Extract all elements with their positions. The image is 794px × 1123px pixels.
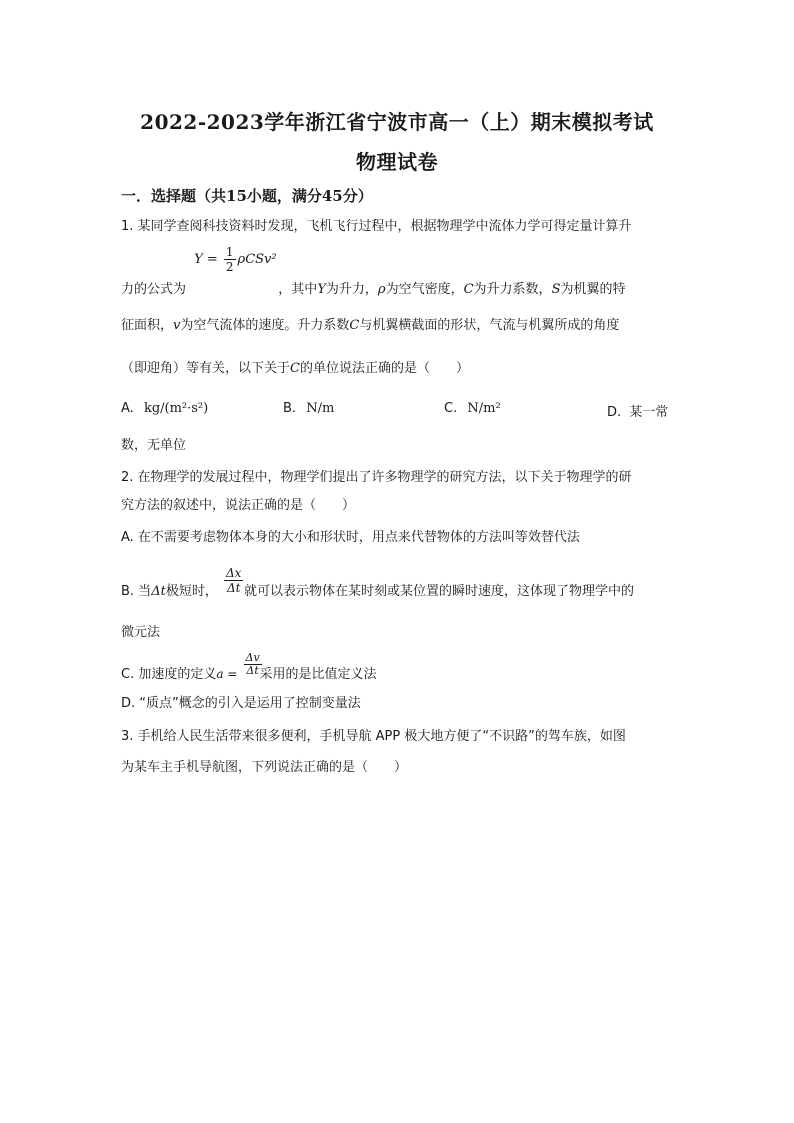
q1-text: （即迎角）等有关，以下关于 [121, 361, 291, 376]
var-v: v [173, 318, 181, 333]
q2-option-d: D. “质点”概念的引入是运用了控制变量法 [121, 696, 361, 711]
q1-text: 为空气流体的速度。升力系数 [180, 318, 350, 333]
q1-text: 为机翼的特 [560, 282, 626, 297]
var-s: S [551, 282, 561, 297]
formula-rhs: ρCSv² [237, 252, 277, 267]
formula-lhs: Y = [194, 252, 218, 267]
option-value: N/m² [467, 401, 501, 416]
var-delta-t: Δt [151, 584, 166, 599]
option-label: D. [607, 405, 622, 420]
section-heading: 一．选择题（共15小题，满分45分） [121, 187, 373, 205]
formula-lhs: a = [216, 667, 238, 681]
formula-fraction [224, 245, 236, 274]
lift-formula [190, 245, 277, 293]
option-value: kg/(m²·s²) [143, 401, 209, 416]
option-text: C. 加速度的定义 [121, 667, 217, 682]
q1-text: ，其中 [278, 282, 318, 297]
var-y: Y [317, 282, 326, 297]
q2-line-1: 2. 在物理学的发展过程中，物理学们提出了许多物理学的研究方法，以下关于物理学的研 [121, 470, 632, 485]
q1-text: 为升力， [325, 282, 378, 297]
option-label: B. [283, 401, 297, 416]
q1-line-3 [121, 317, 619, 335]
q1-line-1: 1. 某同学查阅科技资料时发现，飞机飞行过程中，根据物理学中流体力学可得定量计算升 [121, 219, 632, 234]
var-c: C [463, 282, 474, 297]
q2-line-2: 究方法的叙述中，说法正确的是（ ） [121, 498, 356, 513]
var-c: C [290, 361, 300, 376]
q2-option-b-continued: 微元法 [121, 625, 161, 640]
q1-option-d-continued: 数，无单位 [121, 438, 187, 453]
q1-text: 与机翼横截面的形状，气流与机翼所成的角度 [359, 318, 620, 333]
var-c: C [349, 318, 360, 333]
q1-option-c [444, 401, 501, 416]
var-rho: ρ [377, 282, 386, 297]
fraction-numerator: Δx [225, 566, 242, 580]
q3-line-2: 为某车主手机导航图，下列说法正确的是（ ） [121, 760, 408, 775]
formula-numerator: 1 [225, 245, 234, 259]
option-text: 极短时， [165, 584, 218, 599]
fraction-denominator: Δt [226, 581, 241, 595]
q1-line-4 [121, 360, 469, 378]
q1-option-a [121, 401, 208, 416]
option-value: N/m [306, 401, 335, 416]
option-label: A. [121, 401, 134, 416]
option-label: C. [444, 401, 458, 416]
option-text: 就可以表示物体在某时刻或某位置的瞬时速度，这体现了物理学中的 [243, 584, 634, 599]
q1-text: 征面积， [121, 318, 174, 333]
q1-option-d [607, 401, 668, 420]
q1-text: 为升力系数， [473, 282, 552, 297]
option-text: 采用的是比值定义法 [259, 667, 377, 682]
q1-option-b [283, 401, 334, 416]
q3-line-1: 3. 手机给人民生活带来很多便利，手机导航 APP 极大地方便了“不识路”的驾车族，如图 [121, 729, 626, 744]
option-value: 某一常 [629, 405, 669, 420]
fraction [244, 652, 262, 677]
q1-text: 为空气密度， [385, 282, 464, 297]
q2-option-a: A. 在不需要考虑物体本身的大小和形状时，用点来代替物体的方法叫等效替代法 [121, 530, 580, 545]
q1-text: 力的公式为 [121, 282, 187, 297]
q1-text: 的单位说法正确的是（ ） [299, 361, 469, 376]
exam-subtitle: 物理试卷 [356, 150, 438, 174]
exam-title: 2022-2023学年浙江省宁波市高一（上）期末模拟考试 [140, 110, 654, 134]
option-text: B. 当 [121, 584, 152, 599]
formula-denominator: 2 [225, 260, 234, 274]
fraction-numerator: Δv [245, 651, 260, 664]
fraction [224, 566, 243, 595]
fraction-denominator: Δt [246, 664, 259, 677]
q1-line-2 [121, 245, 626, 299]
